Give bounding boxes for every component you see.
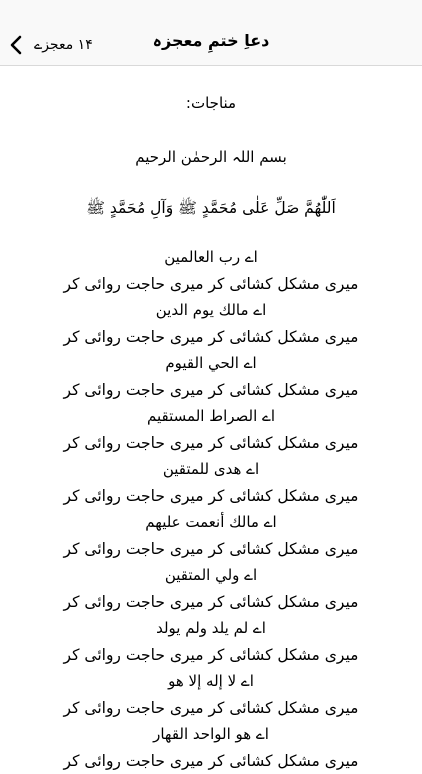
verse-line: اے رب العالمین (0, 244, 422, 271)
verse-line: اے لم يلد ولم يولد (0, 615, 422, 642)
verse-line: میری مشکل کشائی کر میری حاجت روائی کر (0, 695, 422, 722)
verse-line: میری مشکل کشائی کر میری حاجت روائی کر (0, 430, 422, 457)
verse-line: میری مشکل کشائی کر میری حاجت روائی کر (0, 536, 422, 563)
verse-line: اے مالك أنعمت عليهم (0, 509, 422, 536)
verse-line: میری مشکل کشائی کر میری حاجت روائی کر (0, 271, 422, 298)
navigation-bar (0, 0, 422, 66)
back-button-label[interactable]: ۱۴ معجزے (34, 37, 93, 53)
munajat-heading: مناجات: (0, 94, 422, 112)
verse-line: اے هدى للمتقين (0, 456, 422, 483)
verse-line: اے مالك يوم الدين (0, 297, 422, 324)
bismillah-line: بسم اللہ الرحمٰن الرحیم (0, 148, 422, 166)
verse-line: میری مشکل کشائی کر میری حاجت روائی کر (0, 589, 422, 616)
verse-line: میری مشکل کشائی کر میری حاجت روائی کر (0, 324, 422, 351)
verse-line: اے هو الواحد القهار (0, 721, 422, 748)
verse-line: میری مشکل کشائی کر میری حاجت روائی کر (0, 483, 422, 510)
dua-content[interactable] (0, 66, 422, 750)
verse-line: میری مشکل کشائی کر میری حاجت روائی کر (0, 642, 422, 669)
page-title: دعاِ ختمِ معجزہ (0, 31, 422, 50)
verse-line: میری مشکل کشائی کر میری حاجت روائی کر (0, 377, 422, 404)
verse-line: میری مشکل کشائی کر میری حاجت روائی کر (0, 748, 422, 774)
verse-line: اے ولي المتقين (0, 562, 422, 589)
salawat-line: اَللّٰھُمَّ صَلِّ عَلٰی مُحَمَّدٍ ﷺ وَآلِ مُحَمَّدٍ ﷺ (0, 198, 422, 221)
verse-line: اے الصراط المستقيم (0, 403, 422, 430)
verse-list (0, 244, 422, 774)
verse-line: اے لا إله إلا هو (0, 668, 422, 695)
verse-line: اے الحي القيوم (0, 350, 422, 377)
